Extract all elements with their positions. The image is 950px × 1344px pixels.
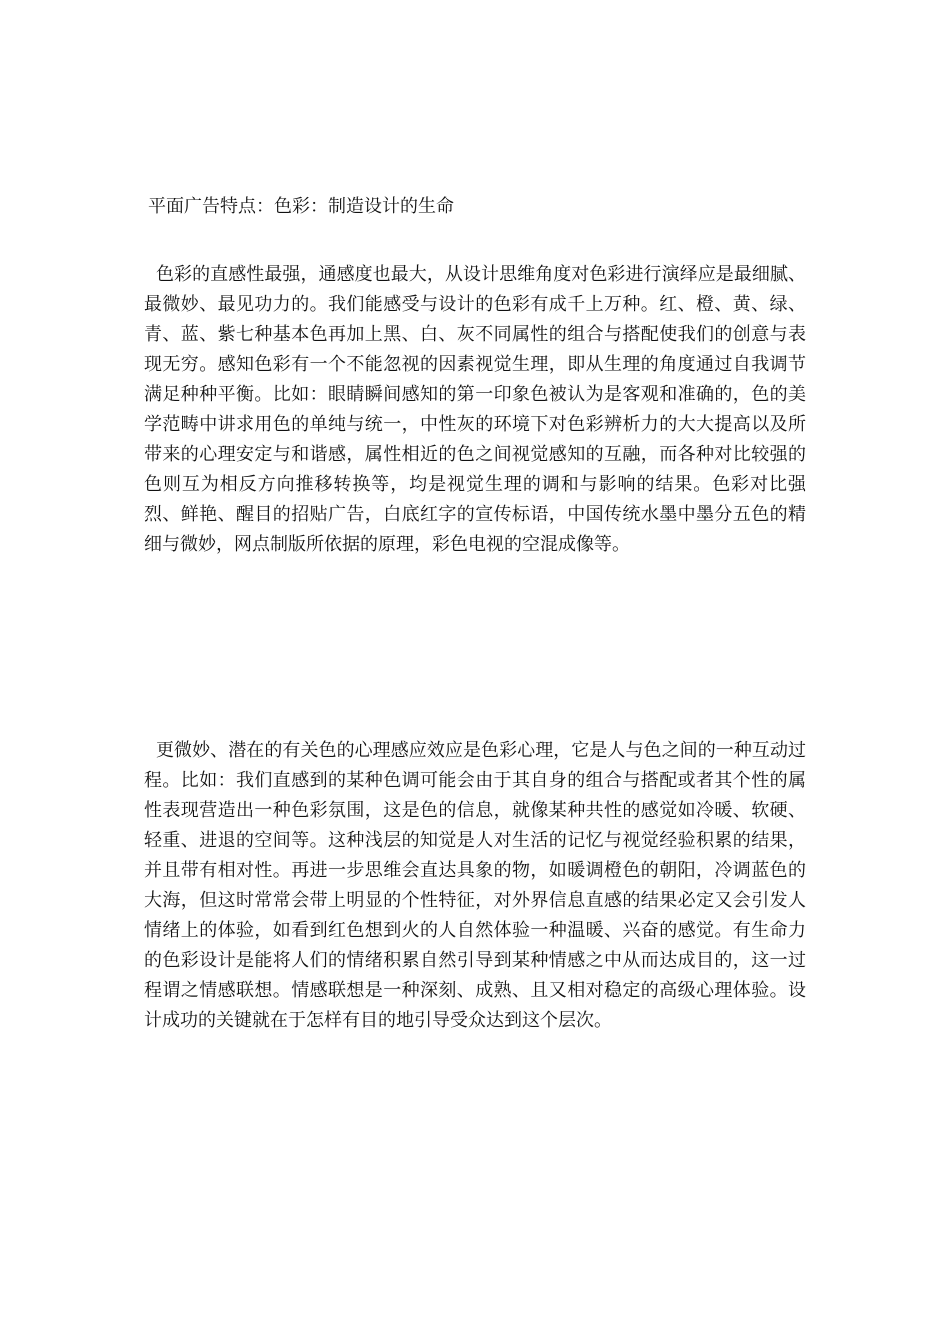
document-title: 平面广告特点：色彩：制造设计的生命: [148, 196, 454, 217]
paragraph-color-perception: 色彩的直感性最强，通感度也最大，从设计思维角度对色彩进行演绎应是最细腻、最微妙、最见功力的。我们能感受与设计的色彩有成千上万种。红、橙、黄、绿、青、蓝、紫七种基本色再加上黑、白、灰不同属性的组合与搭配使我们的创意与表现无穷。感知色彩有一个不能忽视的因素视觉生理，即从生理的角度通过自我调节满足种种平衡。比如：眼睛瞬间感知的第一印象色被认为是客观和准确的，色的美学范畴中讲求用色的单纯与统一，中性灰的环境下对色彩辨析力的大大提高以及所带来的心理安定与和谐感，属性相近的色之间视觉感知的互融，而各种对比较强的色则互为相反方向推移转换等，均是视觉生理的调和与影响的结果。色彩对比强烈、鲜艳、醒目的招贴广告，白底红字的宣传标语，中国传统水墨中墨分五色的精细与微妙，网点制版所依据的原理，彩色电视的空混成像等。: [144, 264, 806, 555]
paragraph-color-psychology: 更微妙、潜在的有关色的心理感应效应是色彩心理，它是人与色之间的一种互动过程。比如：我们直感到的某种色调可能会由于其自身的组合与搭配或者其个性的属性表现营造出一种色彩氛围，这是色的信息，就像某种共性的感觉如冷暖、软硬、轻重、进退的空间等。这种浅层的知觉是人对生活的记忆与视觉经验积累的结果，并且带有相对性。再进一步思维会直达具象的物，如暖调橙色的朝阳，冷调蓝色的大海，但这时常常会带上明显的个性特征，对外界信息直感的结果必定又会引发人情绪上的体验，如看到红色想到火的人自然体验一种温暖、兴奋的感觉。有生命力的色彩设计是能将人们的情绪积累自然引导到某种情感之中从而达成目的，这一过程谓之情感联想。情感联想是一种深刻、成熟、且又相对稳定的高级心理体验。设计成功的关键就在于怎样有目的地引导受众达到这个层次。: [144, 740, 806, 1031]
